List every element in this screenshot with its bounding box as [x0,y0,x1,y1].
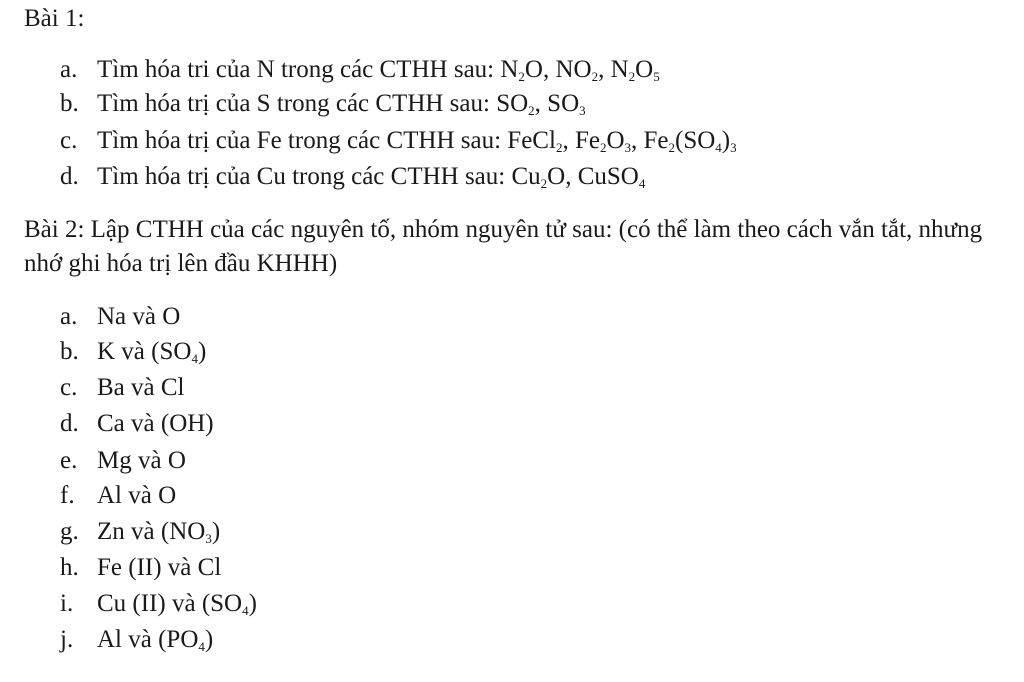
item-text: O [606,127,625,154]
item-marker: b. [60,338,79,365]
subscript: 4 [715,140,722,155]
bai2-item-b [60,337,206,367]
item-marker: d. [60,410,79,437]
subscript: 2 [540,176,548,191]
subscript: 2 [591,69,599,84]
item-text: Tìm hóa tri của N trong các CTHH sau: N [97,56,519,83]
item-marker: f. [60,482,75,509]
item-text: Al và (PO [97,626,199,653]
bai1-item-d [60,162,645,192]
subscript: 2 [668,140,675,155]
item-text: Zn và (NO [97,518,206,545]
subscript: 2 [555,140,563,155]
item-marker: j. [60,626,74,653]
item-text: , Fe [562,127,600,154]
bai2-item-e [60,446,186,476]
item-marker: a. [60,303,78,330]
item-text: Tìm hóa trị của Cu trong các CTHH sau: Cu [97,163,541,190]
bai2-item-g [60,517,220,547]
item-text: O, CuSO [547,163,639,190]
bai2-item-i [60,589,257,619]
bai1-item-c [60,126,737,156]
item-marker: c. [60,374,78,401]
item-marker: e. [60,447,78,474]
subscript: 3 [205,531,212,546]
subscript: 2 [599,140,607,155]
item-text: Na và O [97,303,181,330]
item-text: Ca và (OH) [97,410,214,437]
item-text: Tìm hóa trị của Fe trong các CTHH sau: FeCl [97,127,556,154]
bai2-item-c [60,373,185,403]
bai2-item-a [60,302,180,332]
item-text: K và (SO [97,338,192,365]
subscript: 4 [198,639,205,654]
item-text: Ba và Cl [97,374,185,401]
item-text: , N [598,56,629,83]
bai2-item-f [60,481,176,511]
item-marker: c. [60,127,78,154]
item-text: Fe (II) và Cl [97,554,222,581]
subscript: 2 [528,103,535,118]
item-text: Mg và O [97,447,186,474]
bai1-item-b [60,89,586,119]
item-text: (SO [675,127,716,154]
item-text: ) [211,518,221,545]
item-text: , Fe [631,127,669,154]
item-marker: h. [60,554,79,581]
item-text: Al và O [97,482,177,509]
subscript: 4 [638,176,646,191]
subscript: 4 [191,351,198,366]
item-text: ) [204,626,214,653]
subscript: 5 [653,69,660,84]
bai2-instructions: Bài 2: Lập CTHH của các nguyên tố, nhóm nguyên tử sau: (có thể làm theo cách vắn tắt, nhưng nhớ ghi hóa trị lên đầu KHHH) [24,216,983,277]
subscript: 3 [624,140,631,155]
bai1-heading: Bài 1: [24,5,85,32]
subscript: 2 [628,69,636,84]
bai2-item-h [60,553,221,583]
item-text: O [635,56,654,83]
bai2-item-j [60,625,213,655]
bai1-item-a [60,55,660,85]
item-text: , SO [534,90,580,117]
subscript: 4 [242,603,249,618]
item-marker: b. [60,90,79,117]
item-text: Cu (II) và (SO [97,590,243,617]
item-marker: i. [60,590,74,617]
subscript: 2 [518,69,525,84]
item-marker: a. [60,56,78,83]
subscript: 3 [579,103,586,118]
item-marker: g. [60,518,79,545]
bai2-item-d [60,409,214,439]
item-text: ) [197,338,207,365]
item-text: O, NO [524,56,592,83]
item-text: ) [248,590,257,617]
item-marker: d. [60,163,79,190]
subscript: 3 [730,140,737,155]
item-text: Tìm hóa trị của S trong các CTHH sau: SO [97,90,529,117]
item-text: ) [721,127,731,154]
